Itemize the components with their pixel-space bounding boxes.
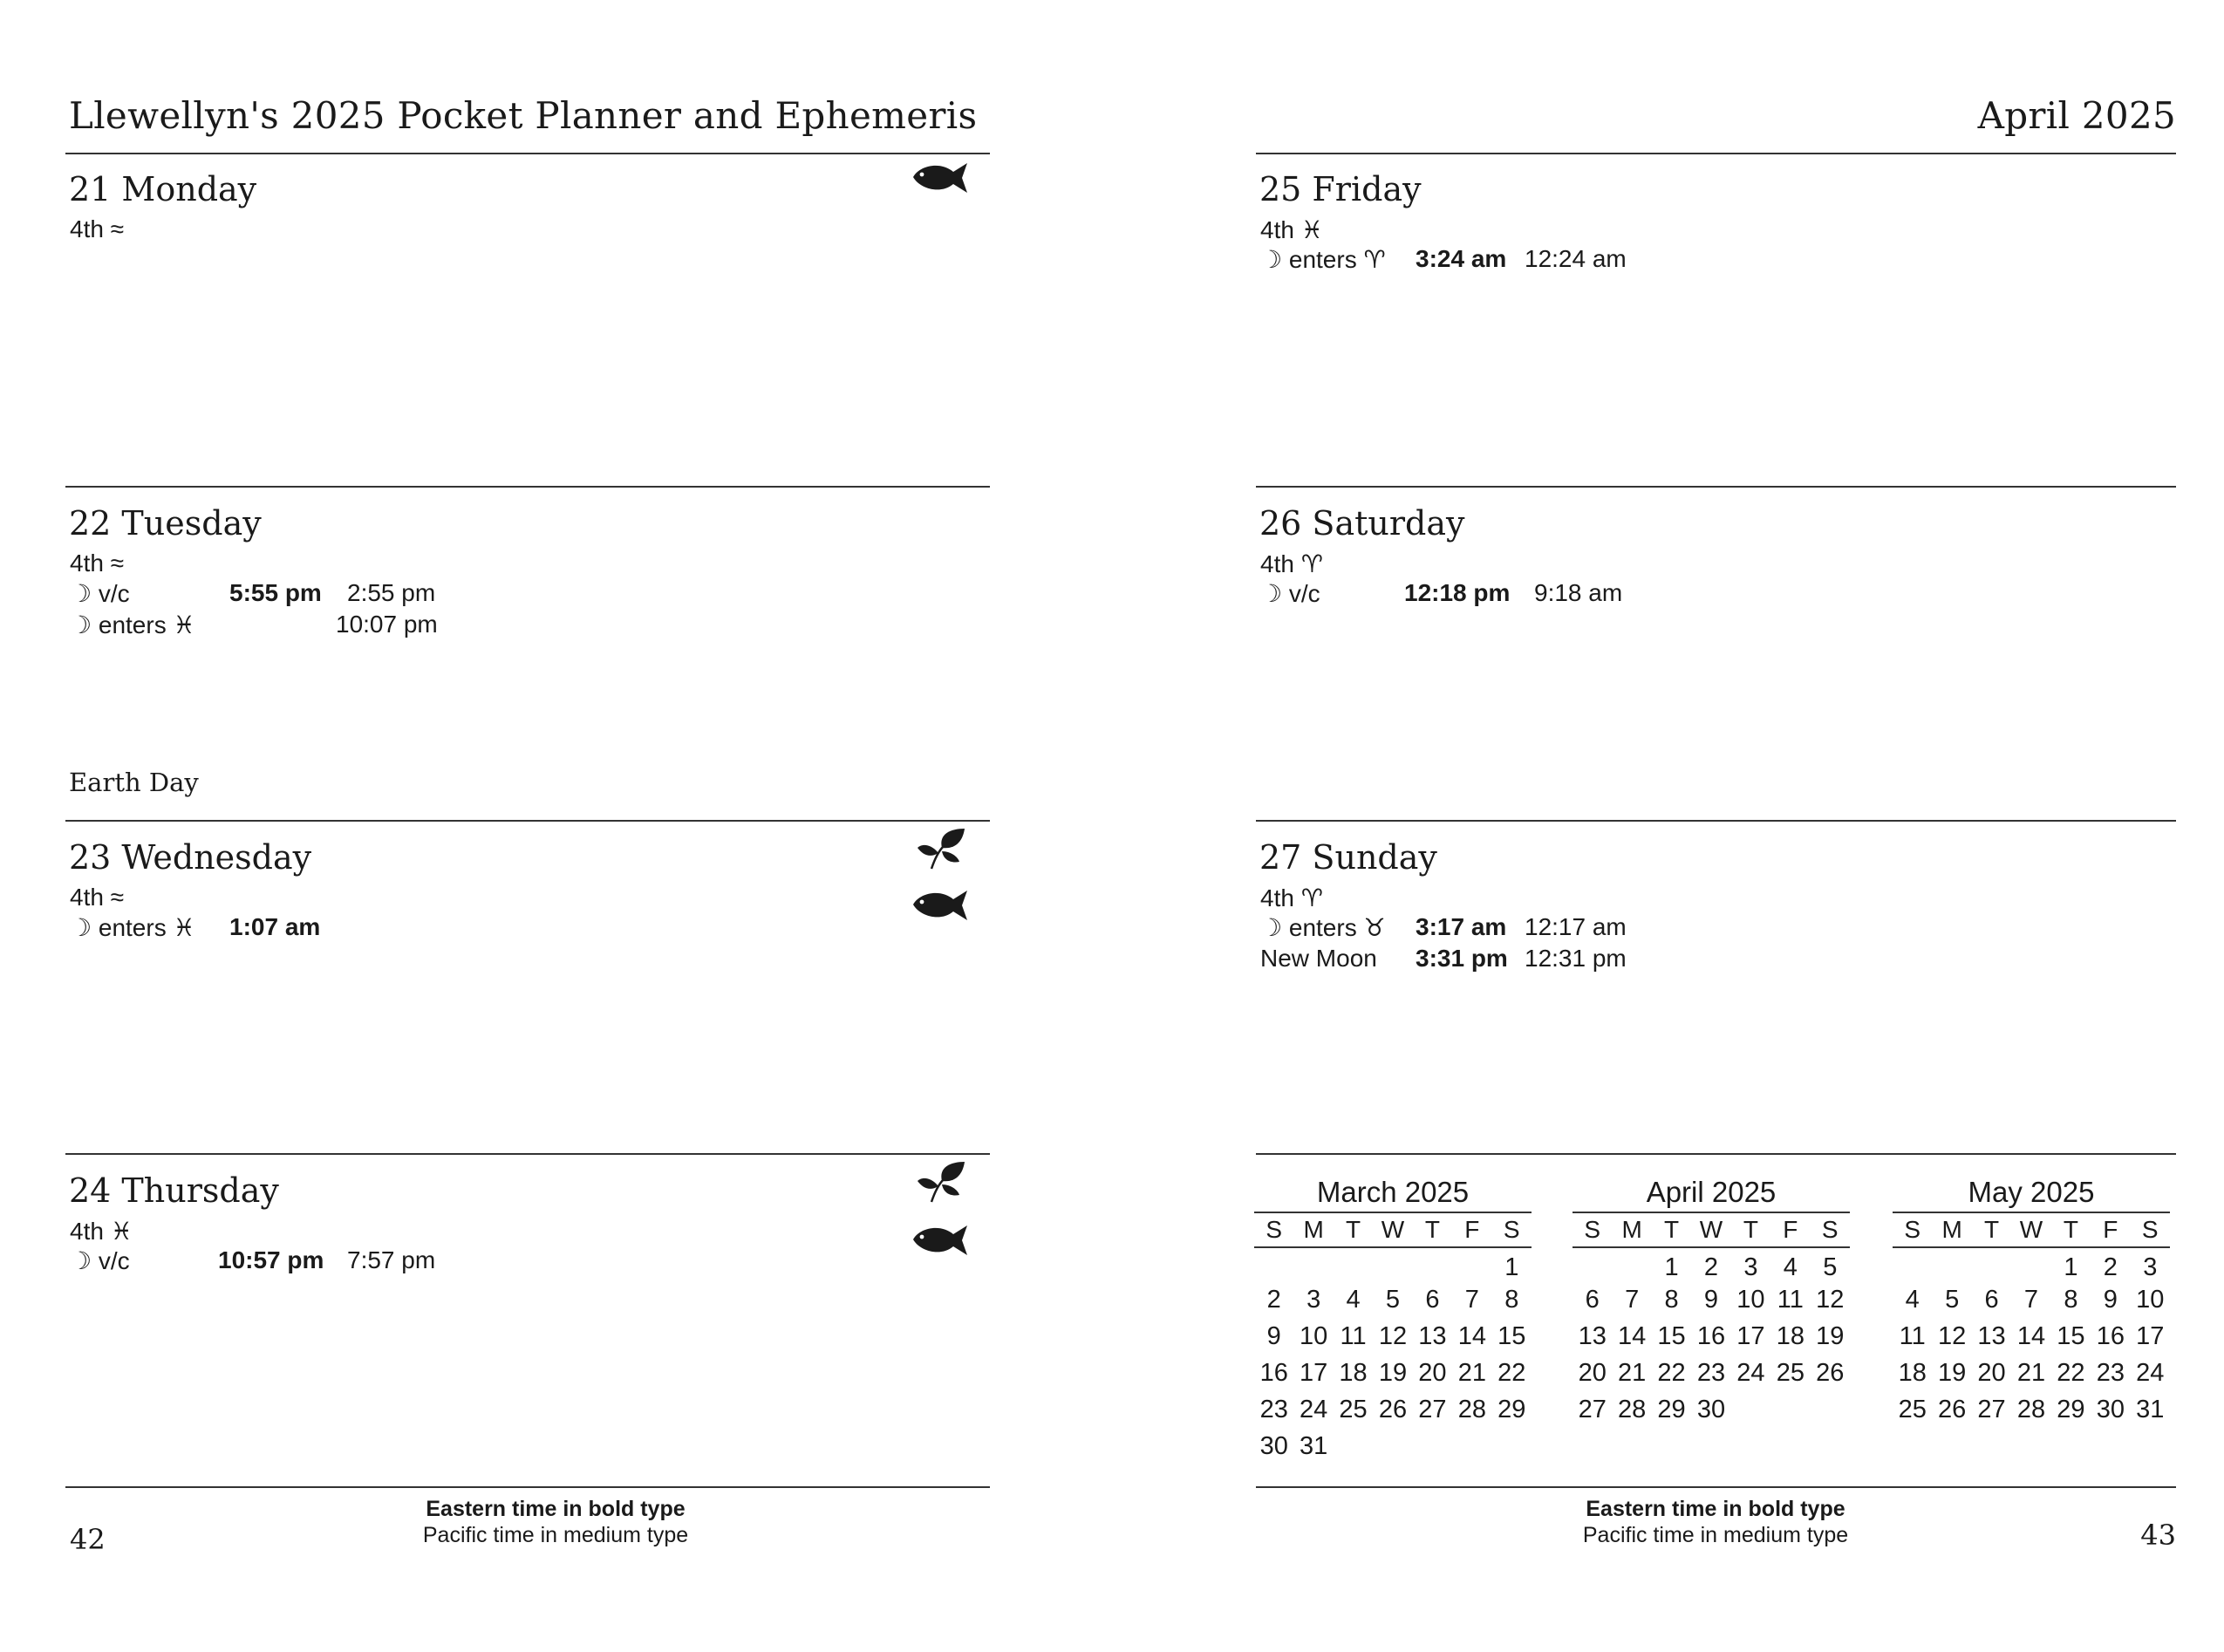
calendar-day xyxy=(1373,1248,1412,1281)
divider xyxy=(1256,1486,2176,1488)
calendar-day: 16 xyxy=(1259,1359,1288,1387)
weekday-label: F xyxy=(1783,1216,1798,1243)
fish-icon xyxy=(911,887,971,924)
weekday-label: T xyxy=(1743,1216,1758,1243)
calendar-day: 22 xyxy=(1497,1359,1526,1387)
calendar-day: 28 xyxy=(2016,1396,2046,1423)
calendar-week xyxy=(1254,1391,1532,1428)
moon-phase: 4th ≈ xyxy=(70,550,125,577)
calendar-day xyxy=(1452,1428,1491,1464)
calendar-week xyxy=(1254,1248,1532,1281)
legend-bold: Eastern time in bold type xyxy=(1586,1497,1845,1521)
calendar-day: 9 xyxy=(1266,1322,1281,1350)
leaf-icon xyxy=(916,827,968,870)
pacific-time: 7:57 pm xyxy=(347,1246,436,1273)
calendar-day: 20 xyxy=(1977,1359,2006,1387)
event-label: ☽ enters ♓ xyxy=(70,914,195,941)
mini-calendar-april xyxy=(1572,1173,1850,1428)
weekday-label: T xyxy=(1664,1216,1680,1243)
calendar-day: 26 xyxy=(1938,1396,1967,1423)
calendar-day: 19 xyxy=(1938,1359,1967,1387)
day-title: 26 Saturday xyxy=(1259,504,1465,543)
divider xyxy=(1256,1153,2176,1155)
weekday-header xyxy=(1572,1212,1850,1248)
calendar-day xyxy=(1770,1391,1810,1428)
calendar-day: 4 xyxy=(1346,1286,1361,1314)
mini-calendar-march xyxy=(1254,1173,1532,1464)
calendar-day: 1 xyxy=(2064,1253,2078,1281)
moon-phase: 4th ♈ xyxy=(1260,550,1323,577)
calendar-day: 27 xyxy=(1418,1396,1447,1423)
moon-phase: 4th ≈ xyxy=(70,215,125,242)
calendar-day: 13 xyxy=(1418,1322,1447,1350)
divider xyxy=(65,1486,990,1488)
legend-medium: Pacific time in medium type xyxy=(422,1523,689,1547)
calendar-day: 20 xyxy=(1578,1359,1607,1387)
calendar-day xyxy=(1334,1248,1373,1281)
weekday-label: S xyxy=(1584,1216,1601,1243)
calendar-day: 27 xyxy=(1578,1396,1607,1423)
calendar-day: 15 xyxy=(1497,1322,1526,1350)
eastern-time: 1:07 am xyxy=(229,913,321,940)
weekday-label: T xyxy=(2063,1216,2078,1243)
calendar-day: 30 xyxy=(2096,1396,2125,1423)
calendar-day: 28 xyxy=(1457,1396,1486,1423)
pacific-time: 12:31 pm xyxy=(1525,945,1627,972)
calendar-title: April 2025 xyxy=(1646,1176,1777,1208)
pacific-time: 12:24 am xyxy=(1525,245,1627,272)
eastern-time: 5:55 pm xyxy=(229,579,322,606)
calendar-day: 19 xyxy=(1378,1359,1408,1387)
calendar-day: 14 xyxy=(2016,1322,2046,1350)
calendar-day xyxy=(1811,1391,1850,1428)
calendar-day: 25 xyxy=(1776,1359,1804,1387)
page-number: 42 xyxy=(70,1523,106,1556)
weekday-label: T xyxy=(1346,1216,1361,1243)
pacific-time: 2:55 pm xyxy=(347,579,436,606)
calendar-day: 11 xyxy=(1777,1286,1804,1314)
weekday-label: S xyxy=(2141,1216,2159,1243)
legend-bold: Eastern time in bold type xyxy=(426,1497,686,1521)
calendar-day: 18 xyxy=(1339,1359,1368,1387)
calendar-day xyxy=(1932,1248,1971,1281)
eastern-time: 10:57 pm xyxy=(218,1246,324,1273)
calendar-day xyxy=(1373,1428,1412,1464)
calendar-week xyxy=(1572,1318,1850,1355)
calendar-day: 26 xyxy=(1816,1359,1845,1387)
calendar-week xyxy=(1572,1281,1850,1318)
calendar-day: 21 xyxy=(1457,1359,1486,1387)
calendar-week xyxy=(1254,1318,1532,1355)
calendar-day: 22 xyxy=(1657,1359,1686,1387)
calendar-day: 24 xyxy=(2136,1359,2165,1387)
calendar-day: 17 xyxy=(2136,1322,2165,1350)
weekday-label: S xyxy=(1904,1216,1921,1243)
weekday-label: W xyxy=(2019,1216,2043,1243)
calendar-day: 12 xyxy=(1378,1322,1408,1350)
weekday-label: T xyxy=(1424,1216,1440,1243)
calendar-day: 13 xyxy=(1977,1322,2006,1350)
calendar-week xyxy=(1893,1355,2170,1391)
event-label: ☽ v/c xyxy=(70,580,130,607)
divider xyxy=(65,1153,990,1155)
moon-phase: 4th ♓ xyxy=(1260,216,1323,243)
divider xyxy=(1256,153,2176,154)
calendar-day xyxy=(1254,1248,1293,1281)
calendar-day: 24 xyxy=(1300,1396,1328,1423)
day-title: 21 Monday xyxy=(69,170,257,208)
left-page xyxy=(65,0,990,1652)
calendar-day: 29 xyxy=(2057,1396,2085,1423)
calendar-week xyxy=(1254,1355,1532,1391)
calendar-day: 31 xyxy=(2136,1396,2165,1423)
calendar-day: 25 xyxy=(1898,1396,1927,1423)
weekday-label: T xyxy=(1984,1216,2000,1243)
calendar-day xyxy=(1893,1248,1932,1281)
moon-phase: 4th ♈ xyxy=(1260,884,1323,911)
page-number: 43 xyxy=(2140,1519,2176,1552)
calendar-day xyxy=(1334,1428,1373,1464)
right-page xyxy=(1256,0,2176,1652)
holiday-note: Earth Day xyxy=(69,768,199,797)
calendar-day: 24 xyxy=(1736,1359,1765,1387)
calendar-day: 9 xyxy=(1703,1286,1719,1314)
calendar-day: 3 xyxy=(1306,1286,1321,1314)
calendar-day: 2 xyxy=(1266,1286,1281,1314)
weekday-header xyxy=(1893,1212,2170,1248)
weekday-label: W xyxy=(1699,1216,1723,1243)
calendar-day: 10 xyxy=(2136,1286,2165,1314)
calendar-day: 9 xyxy=(2103,1286,2118,1314)
calendar-day: 6 xyxy=(1585,1286,1600,1314)
calendar-day: 25 xyxy=(1339,1396,1368,1423)
divider xyxy=(1256,486,2176,488)
calendar-day: 23 xyxy=(1696,1359,1726,1387)
calendar-day: 4 xyxy=(1783,1253,1798,1281)
divider xyxy=(1256,820,2176,822)
calendar-day: 3 xyxy=(2143,1253,2158,1281)
calendar-day: 7 xyxy=(1625,1286,1640,1314)
calendar-day: 8 xyxy=(2064,1286,2078,1314)
divider xyxy=(65,153,990,154)
calendar-day: 2 xyxy=(1703,1253,1719,1281)
weekday-label: S xyxy=(1265,1216,1283,1243)
event-label: ☽ enters ♈ xyxy=(1260,246,1386,273)
calendar-grid xyxy=(1572,1248,1850,1428)
calendar-week xyxy=(1893,1281,2170,1318)
calendar-day: 18 xyxy=(1898,1359,1927,1387)
calendar-day: 5 xyxy=(1945,1286,1960,1314)
event-label: ☽ v/c xyxy=(70,1247,130,1274)
calendar-grid xyxy=(1893,1248,2170,1428)
weekday-label: S xyxy=(1821,1216,1839,1243)
calendar-day: 21 xyxy=(1618,1359,1647,1387)
calendar-day: 13 xyxy=(1578,1322,1607,1350)
calendar-day: 16 xyxy=(2096,1322,2125,1350)
day-title: 27 Sunday xyxy=(1259,838,1437,877)
calendar-day xyxy=(1413,1248,1452,1281)
event-label: ☽ enters ♉ xyxy=(1260,914,1386,941)
calendar-day: 29 xyxy=(1657,1396,1686,1423)
calendar-week xyxy=(1572,1355,1850,1391)
calendar-day: 20 xyxy=(1418,1359,1447,1387)
legend-medium: Pacific time in medium type xyxy=(1582,1523,1849,1547)
calendar-week xyxy=(1893,1391,2170,1428)
calendar-day: 4 xyxy=(1905,1286,1920,1314)
calendar-day: 21 xyxy=(2016,1359,2046,1387)
calendar-day: 30 xyxy=(1259,1432,1288,1460)
calendar-day: 31 xyxy=(1300,1432,1328,1460)
calendar-day xyxy=(1492,1428,1532,1464)
calendar-day: 14 xyxy=(1618,1322,1647,1350)
calendar-week xyxy=(1572,1248,1850,1281)
calendar-day: 17 xyxy=(1300,1359,1328,1387)
calendar-day xyxy=(1972,1248,2011,1281)
mini-calendar-may xyxy=(1893,1173,2170,1428)
calendar-day: 10 xyxy=(1300,1322,1328,1350)
calendar-day: 27 xyxy=(1977,1396,2006,1423)
calendar-day: 26 xyxy=(1378,1396,1408,1423)
calendar-day: 14 xyxy=(1457,1322,1486,1350)
calendar-day: 1 xyxy=(1664,1253,1679,1281)
calendar-day: 16 xyxy=(1696,1322,1726,1350)
pacific-time: 9:18 am xyxy=(1534,579,1623,606)
divider xyxy=(65,486,990,488)
calendar-day: 23 xyxy=(2096,1359,2125,1387)
calendar-day xyxy=(1612,1248,1651,1281)
eastern-time: 3:24 am xyxy=(1416,245,1507,272)
calendar-day: 18 xyxy=(1776,1322,1804,1350)
running-head: April 2025 xyxy=(1977,94,2176,137)
fish-icon xyxy=(911,1222,971,1259)
weekday-label: M xyxy=(1303,1216,1324,1243)
calendar-day: 1 xyxy=(1504,1253,1519,1281)
calendar-day: 10 xyxy=(1736,1286,1765,1314)
event-label: ☽ enters ♓ xyxy=(70,611,195,638)
weekday-label: F xyxy=(2103,1216,2118,1243)
day-title: 22 Tuesday xyxy=(69,504,262,543)
calendar-day: 3 xyxy=(1743,1253,1758,1281)
calendar-day: 15 xyxy=(1657,1322,1686,1350)
calendar-day: 22 xyxy=(2057,1359,2085,1387)
calendar-day: 5 xyxy=(1385,1286,1401,1314)
calendar-day: 30 xyxy=(1696,1396,1726,1423)
calendar-day xyxy=(1293,1248,1333,1281)
calendar-day: 17 xyxy=(1736,1322,1765,1350)
eastern-time: 3:17 am xyxy=(1416,913,1507,940)
calendar-day: 6 xyxy=(1984,1286,1999,1314)
weekday-label: W xyxy=(1381,1216,1405,1243)
calendar-day xyxy=(1572,1248,1612,1281)
weekday-label: F xyxy=(1464,1216,1480,1243)
weekday-label: M xyxy=(1621,1216,1642,1243)
calendar-title: May 2025 xyxy=(1968,1176,2095,1208)
pacific-time: 10:07 pm xyxy=(336,611,438,638)
calendar-week xyxy=(1893,1248,2170,1281)
calendar-day: 5 xyxy=(1823,1253,1838,1281)
calendar-day xyxy=(2011,1248,2050,1281)
event-label: ☽ v/c xyxy=(1260,580,1320,607)
eastern-time: 3:31 pm xyxy=(1416,945,1508,972)
calendar-day: 6 xyxy=(1425,1286,1440,1314)
day-title: 23 Wednesday xyxy=(69,838,312,877)
event-label: New Moon xyxy=(1260,945,1377,972)
leaf-icon xyxy=(916,1160,968,1204)
calendar-day xyxy=(1452,1248,1491,1281)
eastern-time: 12:18 pm xyxy=(1404,579,1511,606)
calendar-grid xyxy=(1254,1248,1532,1464)
time-legend xyxy=(1497,1496,1934,1548)
calendar-week xyxy=(1254,1428,1532,1464)
day-title: 25 Friday xyxy=(1259,170,1422,208)
pacific-time: 12:17 am xyxy=(1525,913,1627,940)
weekday-label: M xyxy=(1941,1216,1962,1243)
moon-phase: 4th ♓ xyxy=(70,1218,133,1245)
calendar-day: 12 xyxy=(1816,1286,1845,1314)
calendar-week xyxy=(1254,1281,1532,1318)
calendar-day: 2 xyxy=(2103,1253,2118,1281)
calendar-day: 15 xyxy=(2057,1322,2085,1350)
calendar-day: 29 xyxy=(1497,1396,1526,1423)
calendar-day: 7 xyxy=(2023,1286,2039,1314)
calendar-day xyxy=(1413,1428,1452,1464)
time-legend xyxy=(338,1496,774,1548)
calendar-day: 8 xyxy=(1664,1286,1679,1314)
calendar-day: 28 xyxy=(1618,1396,1647,1423)
fish-icon xyxy=(911,160,971,196)
calendar-title: March 2025 xyxy=(1316,1176,1470,1208)
running-head: Llewellyn's 2025 Pocket Planner and Ephemeris xyxy=(69,94,978,137)
day-title: 24 Thursday xyxy=(69,1171,279,1210)
moon-phase: 4th ≈ xyxy=(70,884,125,911)
calendar-day: 7 xyxy=(1464,1286,1479,1314)
divider xyxy=(65,820,990,822)
calendar-day xyxy=(1731,1391,1770,1428)
calendar-day: 11 xyxy=(1899,1322,1926,1350)
calendar-day: 23 xyxy=(1259,1396,1288,1423)
calendar-day: 8 xyxy=(1504,1286,1519,1314)
calendar-day: 11 xyxy=(1340,1322,1367,1350)
calendar-day: 19 xyxy=(1816,1322,1845,1350)
weekday-label: S xyxy=(1503,1216,1520,1243)
calendar-week xyxy=(1893,1318,2170,1355)
calendar-week xyxy=(1572,1391,1850,1428)
calendar-day: 12 xyxy=(1938,1322,1967,1350)
weekday-header xyxy=(1254,1212,1532,1248)
